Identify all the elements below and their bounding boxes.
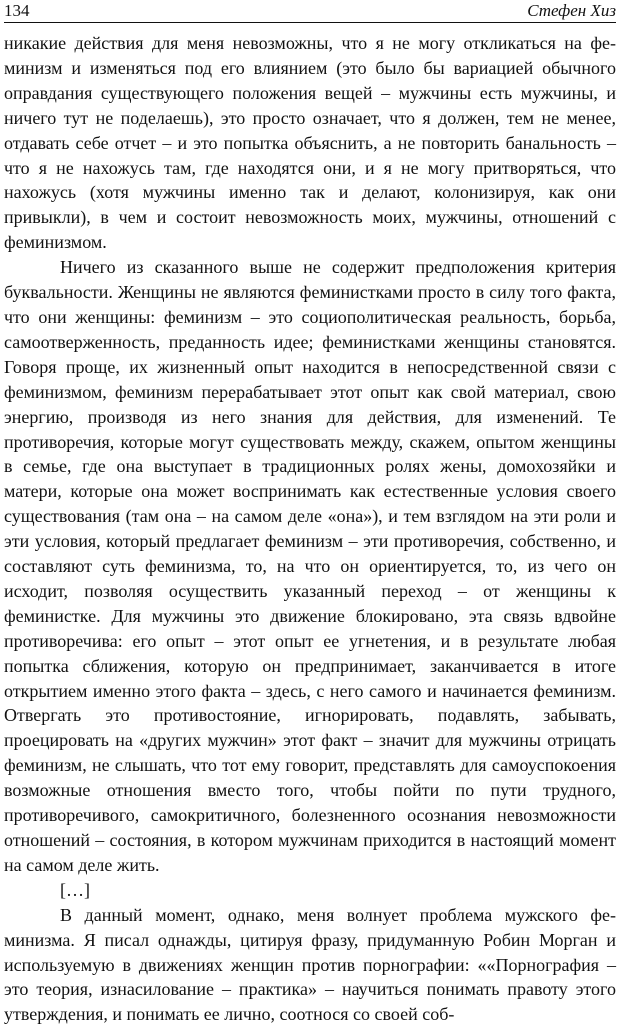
- page-number: 134: [4, 1, 30, 20]
- body-text: [4, 31, 616, 1027]
- page-header: [4, 0, 616, 23]
- ellipsis-marker: […]: [60, 879, 90, 900]
- running-head-author: Стефен Хиз: [527, 1, 616, 20]
- paragraph: Ничего из сказанного выше не содержит предположения критерия буквальности. Женщины не являются феминистками просто в силу того факта, что они женщины: феминизм – это социополитическая реальность, борьба, самоотверженность, преданность идее; феминистками женщины становятся. Говоря проще, их жизненный опыт находится в непосредственной связи с феминизмом, феминизм перерабатывает этот опыт как свой материал, свою энергию, производя из него знания для действия, для изменений. Те противоречия, которые могут существовать между, скажем, опытом женщины в семье, где она выступает в традиционных ролях жены, домохозяйки и матери, которые она может воспринимать как естественные условия своего существования (там она – на самом деле «она»), и тем взглядом на эти роли и эти условия, который предлагает феминизм – эти противоречия, собственно, и составляют суть феминизма, то, на что он ориентируется, то, из чего он исходит, позволяя осуществить указанный переход – от женщины к феминистке. Для мужчины это движение блокировано, эта связь вдвойне противоречива: его опыт – этот опыт ее угнетения, и в результате любая попытка сближения, которую он предпринимает, заканчивается в итоге открытием именно этого факта – здесь, с него самого и начинается феминизм. Отвергать это противостояние, игнорировать, подавлять, забывать, проецировать на «других мужчин» этот факт – значит для мужчины отрицать феминизм, не слышать, что тот ему говорит, представлять для самоуспокоения возможные отношения вместо того, чтобы пойти по пути трудного, противоречивого, самокритичного, болезненного осознания невозможности отношений – состояния, в котором мужчинам приходится в настоящий момент на самом деле жить.: [4, 257, 616, 875]
- paragraph-continued: никакие действия для меня невозможны, что я не могу откликаться на феминизм и изменяться под его влиянием (это было бы вариацией обычного оправдания существующего положения вещей – мужчины есть мужчины, и ничего тут не поделаешь), это просто означает, что я должен, тем не менее, отдавать себе отчет – и это попытка объяснить, а не повторить банальность – что я не нахожусь там, где находятся они, и я не могу притворяться, что нахожусь (хотя мужчины именно так и делают, колонизируя, как они привыкли), в чем и состоит невозможность моих, мужчины, отношений с феминизмом.: [4, 33, 616, 253]
- paragraph: В данный момент, однако, меня волнует проблема мужского феминизма. Я писал однажды, цитируя фразу, придуманную Робин Морган и используемую в движениях женщин против порнографии: ««Порнография – это теория, изнасилование – практика» – научиться понимать правоту этого утверждения, и понимать ее лично, соотнося со своей соб-: [4, 904, 616, 1025]
